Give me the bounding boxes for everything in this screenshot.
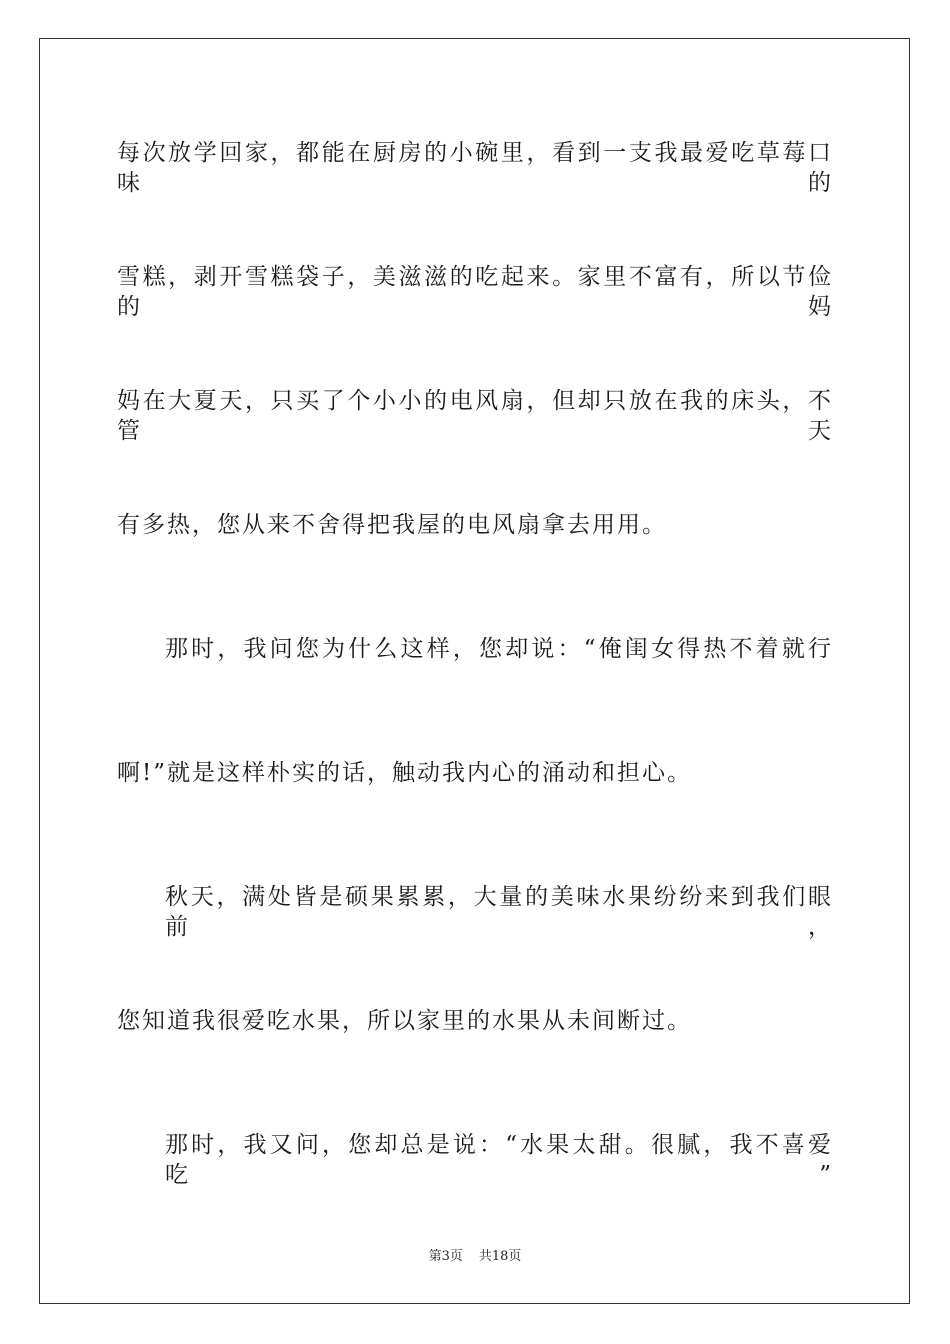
paragraph-line: 您知道我很爱吃水果，所以家里的水果从未间断过。 bbox=[117, 1008, 692, 1034]
paragraph-line: 那时，我问您为什么这样，您却说：“俺闺女得热不着就行 bbox=[165, 636, 833, 662]
paragraph-line: 雪糕，剥开雪糕袋子，美滋滋的吃起来。家里不富有，所以节俭的妈 bbox=[117, 264, 833, 320]
paragraph-line: 有多热，您从来不舍得把我屋的电风扇拿去用用。 bbox=[117, 512, 667, 538]
page-footer bbox=[0, 1249, 950, 1265]
paragraph-line: 秋天，满处皆是硕果累累，大量的美味水果纷纷来到我们眼前， bbox=[165, 884, 833, 940]
page-total: 共18页 bbox=[478, 1249, 522, 1264]
page-border bbox=[39, 38, 910, 1304]
paragraph-line: 那时，我又问，您却总是说：“水果太甜。很腻，我不喜爱吃” bbox=[165, 1132, 833, 1188]
page-number: 第3页 bbox=[428, 1249, 463, 1264]
paragraph-line: 每次放学回家，都能在厨房的小碗里，看到一支我最爱吃草莓口味的 bbox=[117, 140, 833, 196]
paragraph-line: 妈在大夏天，只买了个小小的电风扇，但却只放在我的床头，不管天 bbox=[117, 388, 833, 444]
paragraph-line: 啊!”就是这样朴实的话，触动我内心的涌动和担心。 bbox=[117, 760, 693, 786]
